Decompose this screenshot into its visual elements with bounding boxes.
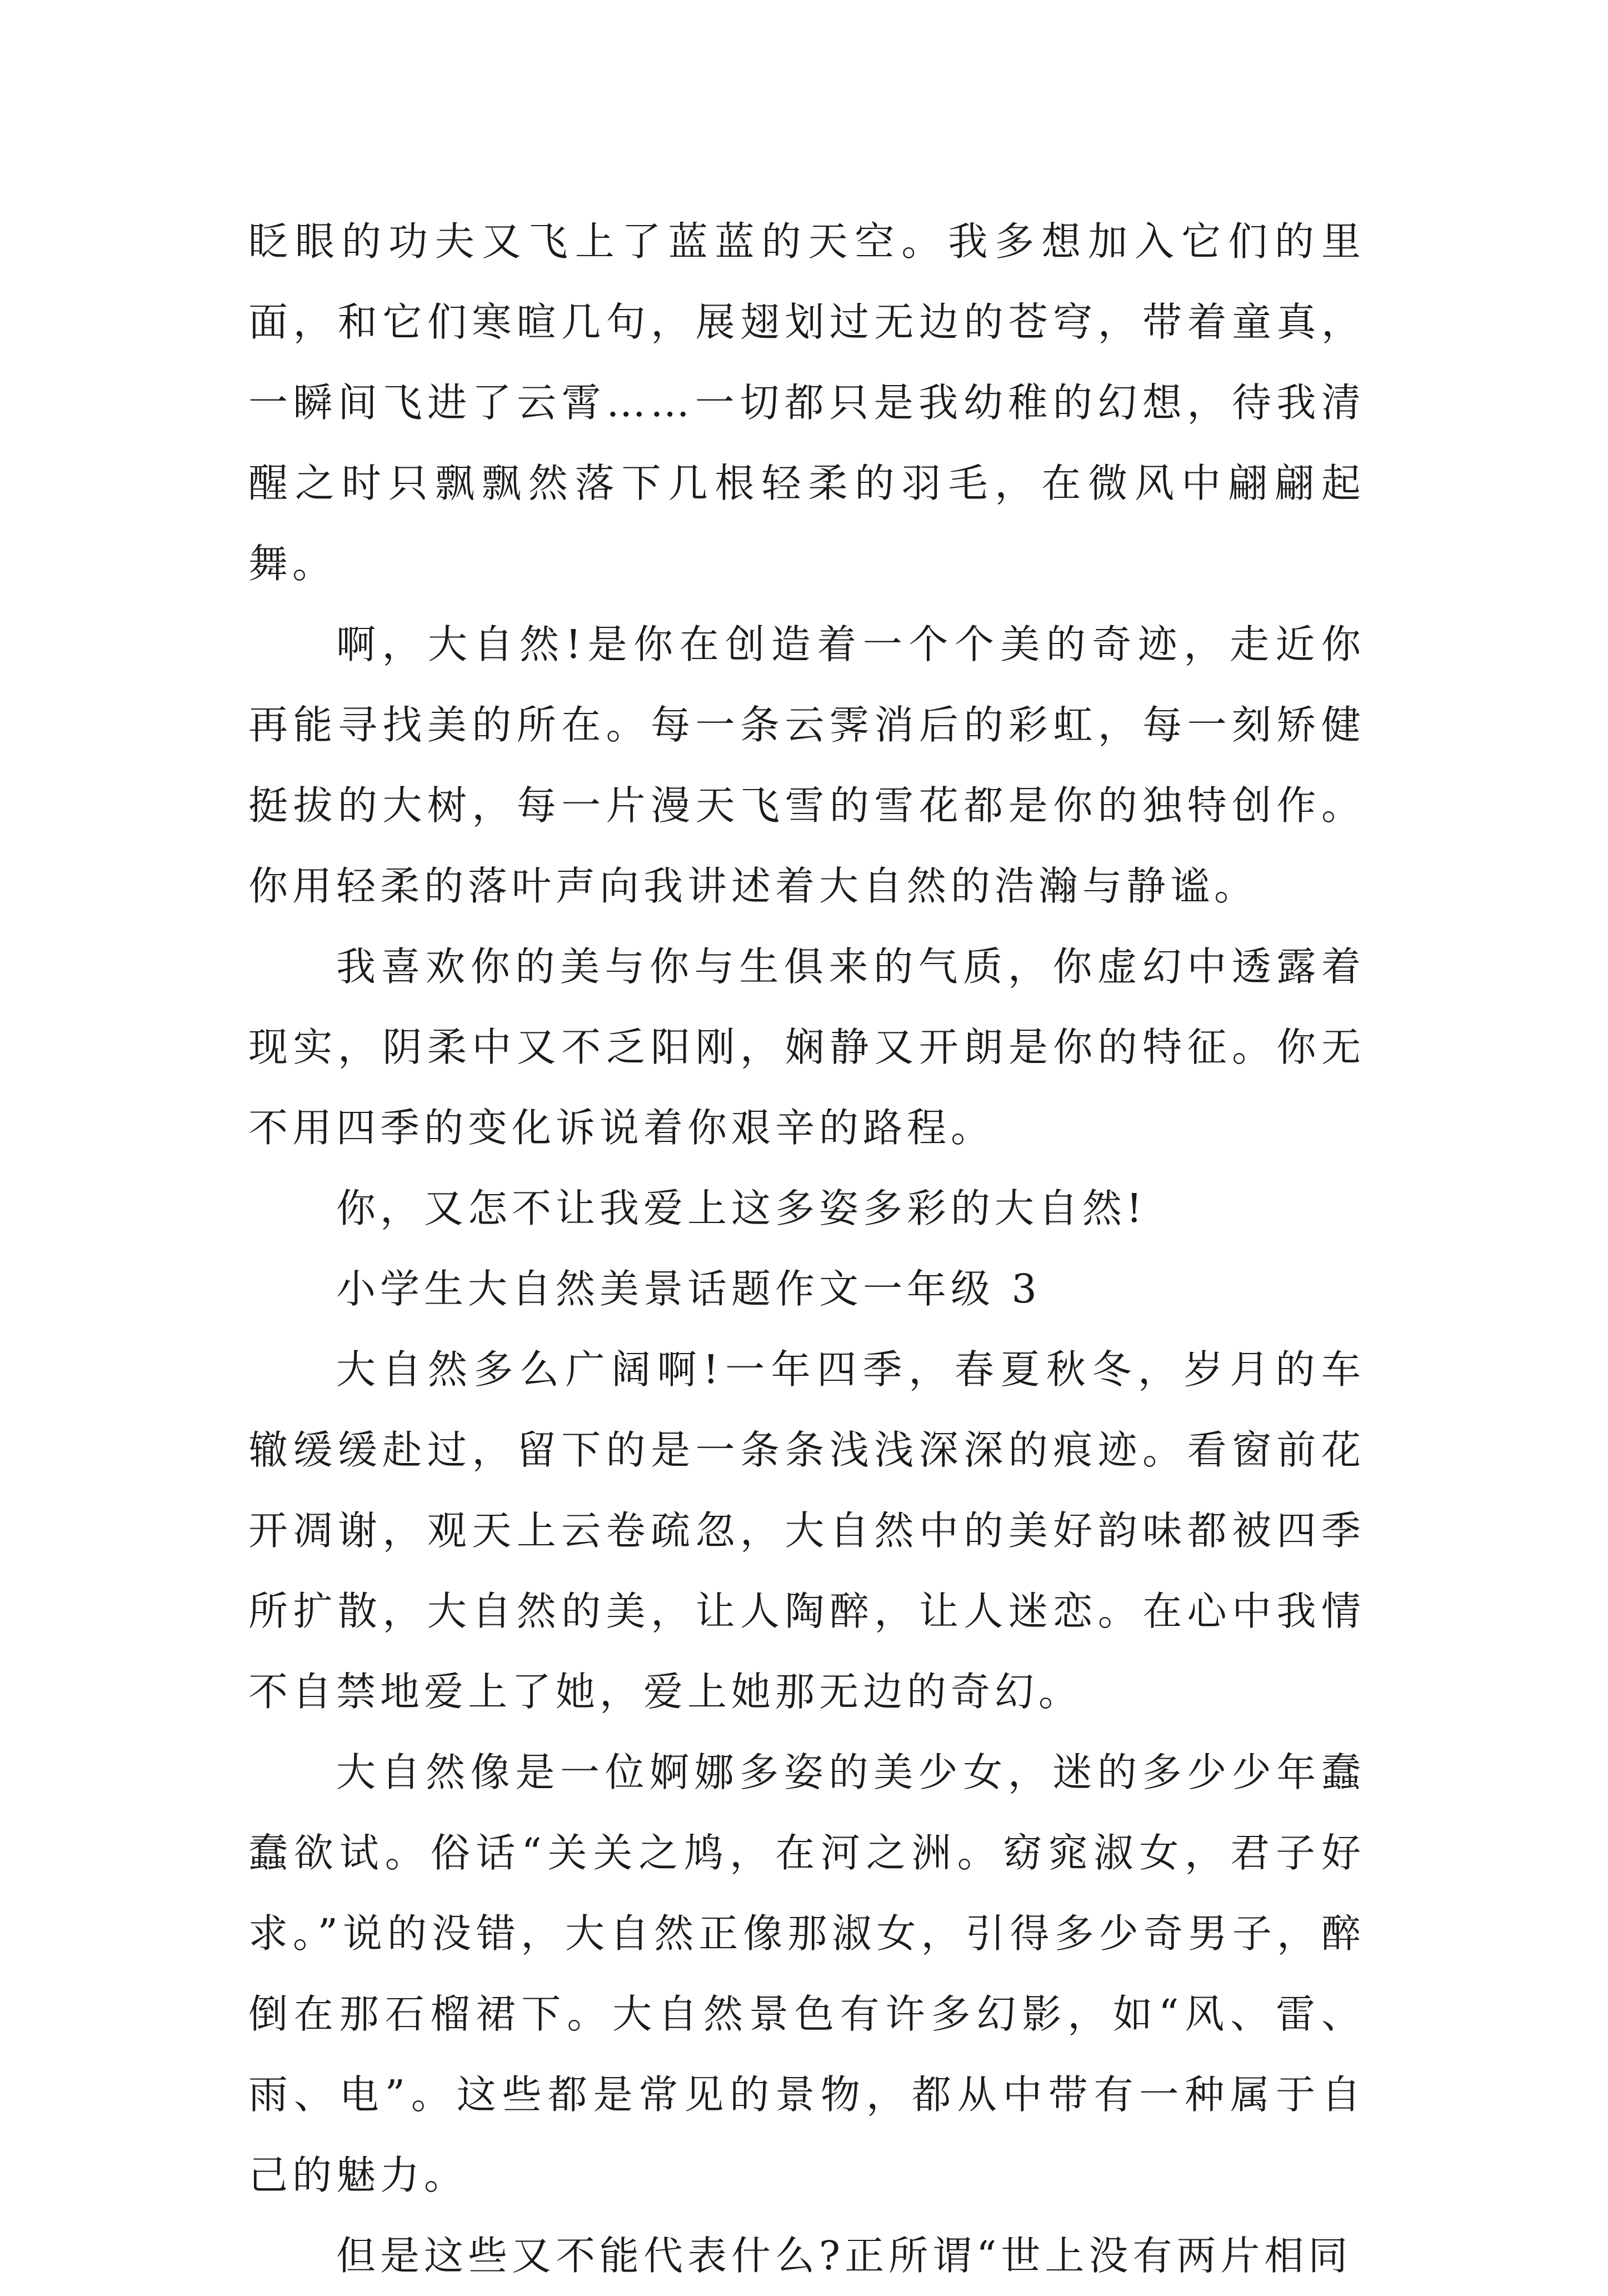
paragraph-nature-maiden: 大自然像是一位婀娜多姿的美少女，迷的多少少年蠢蠢欲试。俗话“关关之鸠，在河之洲。窈窕淑女，君子好求。”说的没错，大自然正像那淑女，引得多少奇男子，醉倒在那石榴裙下。大自然景色有许多幻影，如“风、雷、雨、电”。这些都是常见的景物，都从中带有一种属于自己的魅力。 (248, 1749, 1365, 2198)
essay-heading: 小学生大自然美景话题作文一年级 3 (336, 1266, 1041, 1312)
paragraph-love-nature: 你，又怎不让我爱上这多姿多彩的大自然! (336, 1185, 1147, 1231)
paragraph-vast-nature: 大自然多么广阔啊!一年四季，春夏秋冬，岁月的车辙缓缓赴过，留下的是一条条浅浅深深的痕迹。看窗前花开凋谢，观天上云卷疏忽，大自然中的美好韵味都被四季所扩散，大自然的美，让人陶醉，让人迷恋。在心中我情不自禁地爱上了她，爱上她那无边的奇幻。 (248, 1346, 1365, 1715)
paragraph-continuation: 眨眼的功夫又飞上了蓝蓝的天空。我多想加入它们的里面，和它们寒暄几句，展翅划过无边的苍穹，带着童真，一瞬间飞进了云霄……一切都只是我幼稚的幻想，待我清醒之时只飘飘然落下几根轻柔的羽毛，在微风中翩翩起舞。 (248, 218, 1365, 587)
paragraph-no-two-leaves: 但是这些又不能代表什么?正所谓“世上没有两片相同 (336, 2233, 1352, 2279)
paragraph-nature-miracles: 啊，大自然!是你在创造着一个个美的奇迹，走近你再能寻找美的所在。每一条云霁消后的彩虹，每一刻矫健挺拔的大树，每一片漫天飞雪的雪花都是你的独特创作。你用轻柔的落叶声向我讲述着大自然的浩瀚与静谧。 (248, 621, 1365, 909)
paragraph-nature-temperament: 我喜欢你的美与你与生俱来的气质，你虚幻中透露着现实，阴柔中又不乏阳刚，娴静又开朗是你的特征。你无不用四季的变化诉说着你艰辛的路程。 (248, 944, 1365, 1151)
document-body (248, 201, 1365, 2296)
